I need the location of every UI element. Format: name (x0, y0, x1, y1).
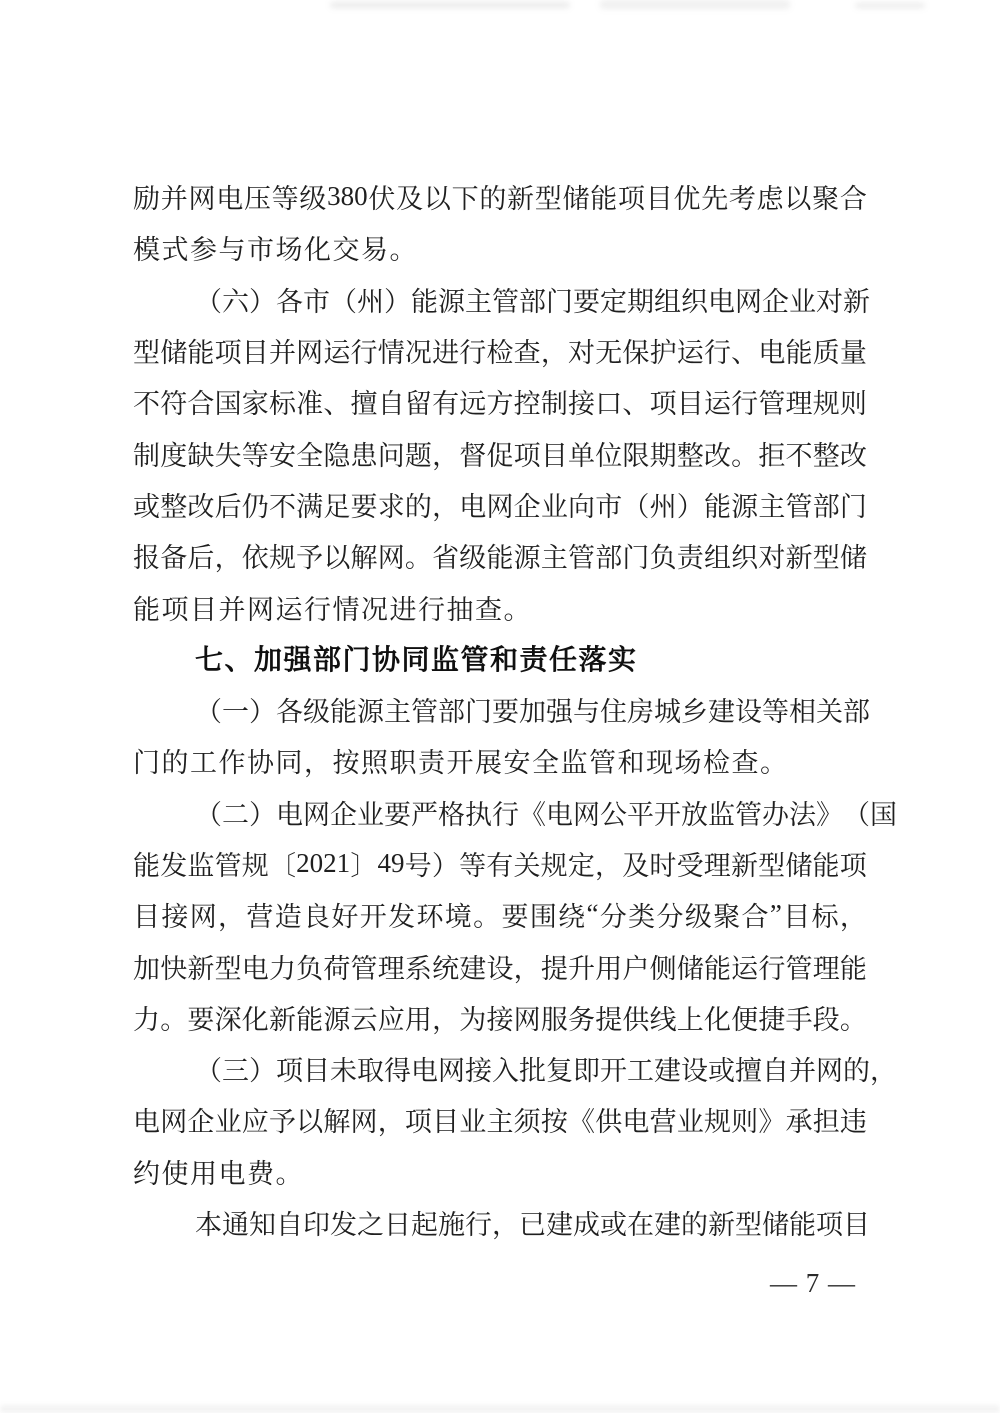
text-line: 或 整 改 后 仍 不 满 足 要 求 的 ， 电 网 企 业 向 市 （ 州 ） 能 源 主 管 部 门 (133, 491, 867, 522)
text-line: 励 并 网 电 压 等 级 380 伏 及 以 下 的 新 型 储 能 项 目 优 先 考 虑 以 聚 合 (133, 181, 867, 215)
text-line: 不 符 合 国 家 标 准 、 擅 自 留 有 远 方 控 制 接 口 、 项 目 运 行 管 理 规 则 (133, 389, 867, 420)
text-body (133, 171, 897, 1248)
text-line: 约使用电费。 (133, 1158, 304, 1189)
page-number: — 7 — (770, 1268, 856, 1298)
scan-smudge (600, 0, 790, 9)
text-line: 能 发 监 管 规 〔 2021 〕 49 号 ） 等 有 关 规 定 ， 及 时 受 理 新 型 储 能 项 (133, 848, 867, 881)
text-line: 门的工作协同，按照职责开展安全监管和现场检查。 (133, 748, 789, 779)
scan-smudge (855, 3, 925, 8)
text-line: 能项目并网运行情况进行抽查。 (133, 594, 532, 625)
text-line: 制 度 缺 失 等 安 全 隐 患 问 题 ， 督 促 项 目 单 位 限 期 整 改 。 拒 不 整 改 (133, 440, 867, 471)
text-line: （ 一 ） 各 级 能 源 主 管 部 门 要 加 强 与 住 房 城 乡 建 设 等 相 关 部 (195, 697, 870, 728)
text-line: （ 三 ） 项 目 未 取 得 电 网 接 入 批 复 即 开 工 建 设 或 擅 自 并 网 的 ， (195, 1056, 897, 1087)
section-heading: 七、加强部门协同监管和责任落实 (195, 644, 638, 676)
text-line: 本 通 知 自 印 发 之 日 起 施 行 ， 已 建 成 或 在 建 的 新 型 储 能 项 目 (195, 1210, 870, 1241)
scan-smudge (330, 2, 570, 8)
text-line: （ 六 ） 各 市 （ 州 ） 能 源 主 管 部 门 要 定 期 组 织 电 网 企 业 对 新 (195, 286, 870, 317)
text-line: 模式参与市场化交易。 (133, 235, 418, 266)
text-line: （ 二 ） 电 网 企 业 要 严 格 执 行 《 电 网 公 平 开 放 监 管 办 法 》 （ 国 (195, 799, 897, 830)
text-line: 电 网 企 业 应 予 以 解 网 ， 项 目 业 主 须 按 《 供 电 营 业 规 则 》 承 担 违 (133, 1107, 867, 1138)
text-line: 加 快 新 型 电 力 负 荷 管 理 系 统 建 设 ， 提 升 用 户 侧 储 能 运 行 管 理 能 (133, 953, 867, 984)
text-line: 力 。 要 深 化 新 能 源 云 应 用 ， 为 接 网 服 务 提 供 线 上 化 便 捷 手 段 。 (133, 1004, 867, 1035)
text-line: 型 储 能 项 目 并 网 运 行 情 况 进 行 检 查 ， 对 无 保 护 运 行 、 电 能 质 量 (133, 338, 867, 369)
scan-smudge (0, 1405, 1000, 1413)
text-line: 报 备 后 ， 依 规 予 以 解 网 。 省 级 能 源 主 管 部 门 负 责 组 织 对 新 型 储 (133, 543, 867, 574)
text-line: 目 接 网 ， 营 造 良 好 开 发 环 境 。 要 围 绕 “ 分 类 分 级 聚 合 ” 目 标 ， (133, 899, 867, 933)
